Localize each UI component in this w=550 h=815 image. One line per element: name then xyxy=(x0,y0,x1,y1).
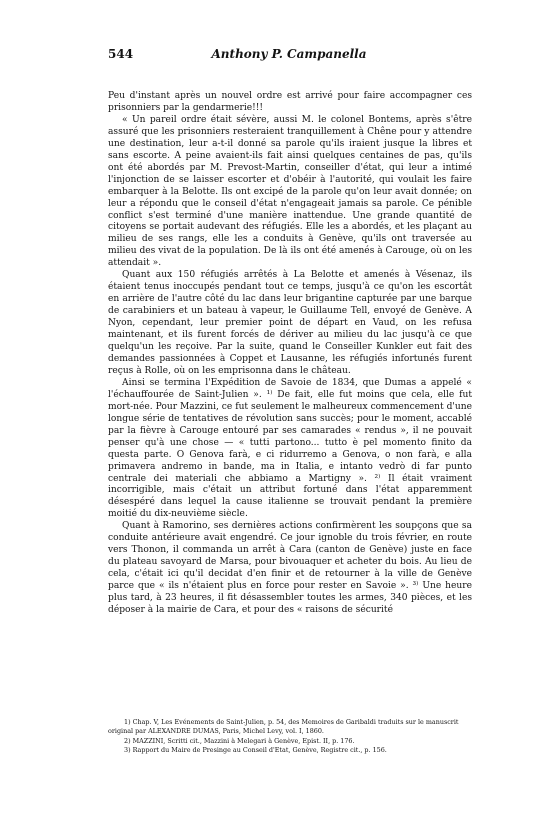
body-text xyxy=(108,91,472,617)
page-header xyxy=(108,47,470,67)
paragraph: Ainsi se termina l'Expédition de Savoie de 1834, que Dumas a appelé « l'échauffourée de Saint-Julien ». ¹⁾ De fait, elle fut moins que cela, elle fut mort-née. Pour Mazzini, ce fut seulement le malheureux commencement d'une longue série de tentatives de révolution sans succès; pour le moment, accablé par la fièvre à Carouge entouré par ses camarades « rendus », il ne pouvait penser qu'à une chose — « tutti partono... tutto è pel momento finito da questa parte. O Genova farà, e ci ridurremo a Genova, o non farà, e alla primavera andremo in bande, ma in Italia, e intanto vedrò di far punto centrale dei materiali che abbiamo a Martigny ». ²⁾ Il était vraiment incorrigible, mais c'était un attribut fortuné dans l'état apparemment désespéré dans lequel la cause italienne se trouvait pendant la première moitié du dix-neuvième siècle. xyxy=(108,377,472,520)
footnote: 1) Chap. V, Les Evénements de Saint-Julien, p. 54, des Memoires de Garibaldi traduits sur le manuscrit original par ALEXANDRE DUMAS, Paris, Michel Levy, vol. I, 1860. xyxy=(108,718,459,736)
footnote: 3) Rapport du Maire de Presinge au Conseil d'Etat, Genève, Registre cit., p. 156. xyxy=(124,746,387,755)
paragraph: Quant à Ramorino, ses dernières actions confirmèrent les soupçons que sa conduite antérieure avait engendré. Ce jour ignoble du trois février, en route vers Thonon, il commanda un arrêt à Cara (canton de Genève) juste en face du plateau savoyard de Marsa, pour bivouaquer et acheter du bois. Au lieu de cela, c'était ici qu'il decidat d'en finir et de retourner à la ville de Genève parce que « ils n'étaient plus en force pour rester en Savoie ». ³⁾ Une heure plus tard, à 23 heures, il fit désassembler toutes les armes, 340 pièces, et les déposer à la mairie de Cara, et pour des « raisons de sécurité xyxy=(108,521,472,615)
page-number: 544 xyxy=(108,47,134,61)
footnote: 2) MAZZINI, Scritti cit., Mazzini à Melegari à Genève, Epist. II, p. 176. xyxy=(124,736,355,745)
paragraph: Peu d'instant après un nouvel ordre est arrivé pour faire accompagner ces prisonniers par la gendarmerie!!! xyxy=(108,91,472,113)
paragraph: Quant aux 150 réfugiés arrêtés à La Belotte et amenés à Vésenaz, ils étaient tenus inoccupés pendant tout ce temps, jusqu'à ce qu'on les escortât en arrière de l'autre côté du lac dans leur brigantine capturée par une barque de carabiniers et un bateau à vapeur, le Guillaume Tell, envoyé de Genève. A Nyon, cependant, leur premier point de départ en Vaud, on les refusa maintenant, et ils furent forcés de dériver au milieu du lac jusqu'à ce que quelqu'un les reçoive. Par la suite, quand le Conseiller Kunkler eut fait des demandes passionnées à Coppet et Lausanne, les réfugiés infortunés furent reçus à Rolle, où on les emprisonna dans le château. xyxy=(108,270,472,376)
footnotes xyxy=(108,718,472,756)
paragraph: « Un pareil ordre était sévère, aussi M. le colonel Bontems, après s'être assuré que les prisonniers resteraient tranquillement à Chêne pour y attendre une destination, leur a-t-il donné sa parole qu'ils iraient jusque la libres et sans escorte. A peine avaient-ils fait ainsi quelques centaines de pas, qu'ils ont été abordés par M. Prevost-Martin, conseiller d'état, qui leur a intimé l'injonction de se laisser escorter et d'obéir à l'autorité, qui voulait les faire embarquer à la Belotte. Ils ont excipé de la parole qu'on leur avait donnée; on leur a répondu que le conseil d'état n'engageait jamais sa parole. Ce pénible conflict s'est terminé d'une manière inattendue. Une grande quantité de citoyens se portait audevant des réfugiés. Elle les a abordés, et les plaçant au milieu de ses rangs, elle les a conduits à Genève, qu'ils ont traversée au milieu des vivat de la population. De là ils ont été amenés à Carouge, où on les attendait ». xyxy=(108,114,473,269)
running-head: Anthony P. Campanella xyxy=(211,47,367,61)
